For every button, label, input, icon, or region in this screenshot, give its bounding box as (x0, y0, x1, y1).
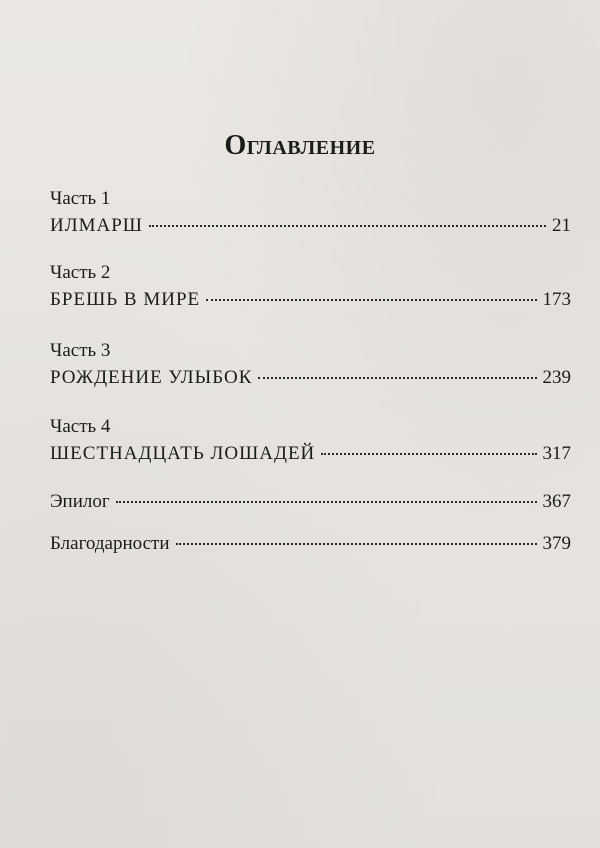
toc-entry[interactable] (50, 364, 571, 392)
page-title: Оглавление (224, 130, 376, 161)
toc-part-1 (50, 186, 571, 240)
toc-entry[interactable] (50, 530, 571, 558)
part-label: Часть 1 (50, 188, 111, 209)
page-number: 379 (542, 533, 571, 554)
part-label: Часть 4 (50, 416, 111, 437)
dot-leader (321, 453, 536, 455)
entry-name: Эпилог (50, 491, 110, 512)
toc-acknowledgements (50, 530, 571, 558)
part-label: Часть 3 (50, 340, 111, 361)
dot-leader (206, 299, 536, 301)
entry-name: БРЕШЬ В МИРЕ (50, 289, 201, 310)
toc-entry[interactable] (50, 212, 571, 240)
entry-name: РОЖДЕНИЕ УЛЫБОК (50, 367, 253, 388)
table-of-contents (50, 186, 571, 579)
toc-entry[interactable] (50, 488, 571, 516)
dot-leader (116, 501, 537, 503)
dot-leader (258, 377, 536, 379)
page-number: 21 (552, 215, 571, 236)
page-number: 367 (542, 491, 571, 512)
toc-part-4 (50, 414, 571, 468)
page-number: 173 (542, 289, 571, 310)
part-label: Часть 2 (50, 262, 111, 283)
entry-name: ШЕСТНАДЦАТЬ ЛОШАДЕЙ (50, 443, 316, 464)
toc-entry[interactable] (50, 440, 571, 468)
page-number: 239 (542, 367, 571, 388)
toc-entry[interactable] (50, 286, 571, 314)
toc-part-3 (50, 338, 571, 392)
dot-leader (149, 225, 546, 227)
entry-name: Благодарности (50, 533, 170, 554)
page-number: 317 (542, 443, 571, 464)
toc-part-2 (50, 260, 571, 314)
toc-epilogue (50, 488, 571, 516)
dot-leader (176, 543, 537, 545)
entry-name: ИЛМАРШ (50, 215, 143, 236)
